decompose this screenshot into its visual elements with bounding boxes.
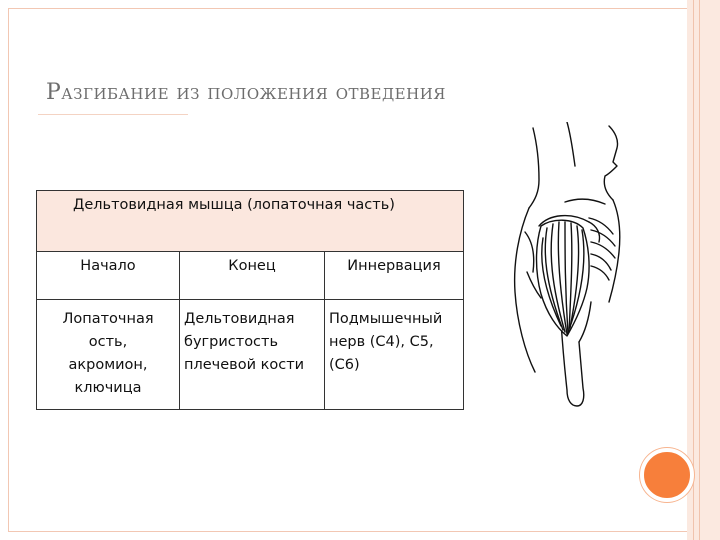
title-underline-rule — [38, 114, 188, 115]
slide-title: Разгибание из положения отведения — [46, 80, 446, 105]
muscle-info-table — [36, 190, 464, 410]
shoulder-deltoid-anatomy-illustration — [505, 122, 655, 412]
table-header-cell: Дельтовидная мышца (лопаточная часть) — [37, 191, 464, 252]
cell-innervation-line: Подмышечный — [329, 311, 443, 327]
orange-circle-decoration — [640, 448, 694, 502]
cell-origin-line: ключица — [74, 380, 142, 396]
column-header-insertion: Конец — [180, 252, 325, 300]
cell-origin — [37, 300, 180, 410]
cell-innervation — [325, 300, 464, 410]
cell-insertion-line: плечевой кости — [184, 357, 305, 373]
cell-insertion-line: Дельтовидная — [184, 311, 295, 327]
table-column-headers-row — [37, 252, 464, 300]
table-header-row — [37, 191, 464, 252]
cell-insertion — [180, 300, 325, 410]
cell-origin-line: акромион, — [68, 357, 148, 373]
column-header-innervation: Иннервация — [325, 252, 464, 300]
cell-innervation-line: (C6) — [329, 357, 360, 373]
cell-origin-line: ость, — [88, 334, 128, 350]
cell-origin-line: Лопаточная — [62, 311, 154, 327]
cell-insertion-line: бугристость — [184, 334, 279, 350]
table-row — [37, 300, 464, 410]
slide-right-border-band — [687, 0, 720, 540]
cell-innervation-line: нерв (C4), C5, — [329, 334, 434, 350]
column-header-origin: Начало — [37, 252, 180, 300]
